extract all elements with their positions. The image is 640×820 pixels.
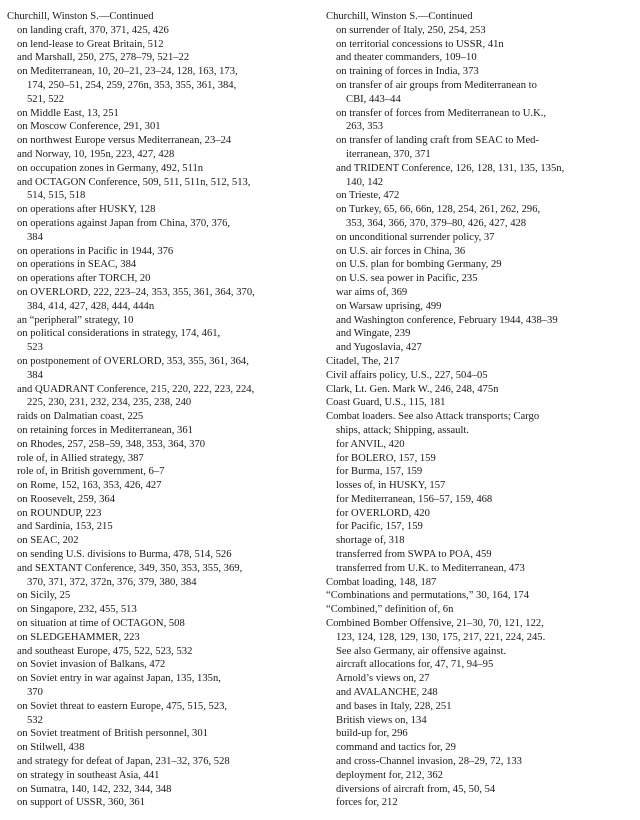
index-entry: 225, 230, 231, 232, 234, 235, 238, 240 — [27, 397, 192, 409]
index-entry: 384 — [27, 369, 43, 381]
index-entry: and SEXTANT Conference, 349, 350, 353, 355, 369, — [17, 562, 243, 574]
index-entry: British views on, 134 — [336, 714, 427, 726]
index-entry: on operations after TORCH, 20 — [17, 273, 151, 285]
index-entry: on political considerations in strategy, 174, 461, — [17, 328, 221, 340]
index-entry: 384 — [27, 231, 43, 243]
index-entry: 521, 522 — [27, 93, 65, 105]
index-entry: “Combinations and permutations,” 30, 164, 174 — [326, 590, 530, 602]
index-entry: on support of USSR, 360, 361 — [17, 797, 146, 809]
index-entry: on Trieste, 472 — [336, 190, 400, 202]
index-entry: 514, 515, 518 — [27, 190, 86, 202]
index-entry: on retaining forces in Mediterranean, 361 — [17, 424, 193, 436]
index-entry: and theater commanders, 109–10 — [336, 52, 477, 64]
index-entry: 370, 371, 372, 372n, 376, 379, 380, 384 — [27, 576, 197, 588]
index-entry: on ROUNDUP, 223 — [17, 507, 102, 519]
index-entry: and TRIDENT Conference, 126, 128, 131, 135, 135n, — [336, 162, 565, 174]
index-entry: on operations after HUSKY, 128 — [17, 204, 156, 216]
index-entry: forces for, 212 — [336, 797, 398, 809]
index-entry: build-up for, 296 — [336, 728, 408, 740]
index-entry: on unconditional surrender policy, 37 — [336, 231, 495, 243]
index-entry: on territorial concessions to USSR, 41n — [336, 38, 504, 50]
index-entry: 370 — [27, 687, 43, 699]
index-entry: on Singapore, 232, 455, 513 — [17, 604, 137, 616]
index-entry: 263, 353 — [346, 121, 384, 133]
index-entry: and southeast Europe, 475, 522, 523, 532 — [17, 645, 193, 657]
index-entry: losses of, in HUSKY, 157 — [336, 480, 446, 492]
index-entry: for BOLERO, 157, 159 — [336, 452, 436, 464]
index-entry: 353, 364, 366, 370, 379–80, 426, 427, 428 — [346, 217, 527, 229]
index-entry: for Mediterranean, 156–57, 159, 468 — [336, 493, 493, 505]
index-entry: war aims of, 369 — [336, 286, 408, 298]
index-entry: transferred from U.K. to Mediterranean, 473 — [336, 562, 525, 574]
index-entry: on transfer of air groups from Mediterranean to — [336, 79, 537, 91]
index-entry: Coast Guard, U.S., 115, 181 — [326, 397, 446, 409]
index-entry: shortage of, 318 — [336, 535, 405, 547]
index-entry: for ANVIL, 420 — [336, 438, 405, 450]
index-entry: 174, 250–51, 254, 259, 276n, 353, 355, 361, 384, — [27, 79, 237, 91]
index-entry: Clark, Lt. Gen. Mark W., 246, 248, 475n — [326, 383, 499, 395]
index-entry: on operations against Japan from China, 370, 376, — [17, 217, 231, 229]
index-entry: on surrender of Italy, 250, 254, 253 — [336, 24, 486, 36]
index-entry: ships, attack; Shipping, assault. — [336, 424, 470, 436]
index-entry: See also Germany, air offensive against. — [336, 645, 507, 657]
index-entry: on Middle East, 13, 251 — [17, 107, 119, 119]
index-entry: for Burma, 157, 159 — [336, 466, 423, 478]
index-entry: Civil affairs policy, U.S., 227, 504–05 — [326, 369, 488, 381]
index-entry: on sending U.S. divisions to Burma, 478, 514, 526 — [17, 549, 232, 561]
index-entry: on Sicily, 25 — [17, 590, 71, 602]
index-entry: “Combined,” definition of, 6n — [326, 604, 454, 616]
index-entry: on Turkey, 65, 66, 66n, 128, 254, 261, 262, 296, — [336, 204, 541, 216]
index-entry: 532 — [27, 714, 43, 726]
index-heading: Churchill, Winston S.—Continued — [7, 11, 154, 22]
index-entry: on training of forces in India, 373 — [336, 66, 479, 78]
index-entry: and Yugoslavia, 427 — [336, 342, 422, 354]
index-entry: Combined Bomber Offensive, 21–30, 70, 121, 122, — [326, 618, 544, 630]
index-entry: on Soviet threat to eastern Europe, 475, 515, 523, — [17, 700, 228, 712]
index-entry: and Wingate, 239 — [336, 328, 411, 340]
index-entry: aircraft allocations for, 47, 71, 94–95 — [336, 659, 494, 671]
index-entry: on SLEDGEHAMMER, 223 — [17, 631, 140, 643]
index-entry: on Rhodes, 257, 258–59, 348, 353, 364, 370 — [17, 438, 206, 450]
index-entry: role of, in Allied strategy, 387 — [17, 452, 144, 464]
index-entry: Arnold’s views on, 27 — [336, 673, 430, 685]
index-column-left — [7, 10, 315, 810]
index-entry: and Marshall, 250, 275, 278–79, 521–22 — [17, 52, 190, 64]
index-entry: for Pacific, 157, 159 — [336, 521, 423, 533]
index-entry: and Norway, 10, 195n, 223, 427, 428 — [17, 148, 175, 160]
index-entry: on Soviet treatment of British personnel, 301 — [17, 728, 208, 740]
index-lines — [326, 24, 634, 810]
index-entry: on Moscow Conference, 291, 301 — [17, 121, 161, 133]
index-entry: on U.S. plan for bombing Germany, 29 — [336, 259, 502, 271]
index-entry: transferred from SWPA to POA, 459 — [336, 549, 492, 561]
index-entry: on SEAC, 202 — [17, 535, 79, 547]
index-entry: on Soviet entry in war against Japan, 135, 135n, — [17, 673, 221, 685]
index-entry: on OVERLORD, 222, 223–24, 353, 355, 361, 364, 370, — [17, 286, 255, 298]
index-entry: CBI, 443–44 — [346, 93, 401, 105]
index-lines — [7, 24, 315, 810]
index-entry: Combat loaders. See also Attack transports; Cargo — [326, 411, 540, 423]
index-entry: on U.S. air forces in China, 36 — [336, 245, 466, 257]
index-entry: 523 — [27, 342, 43, 354]
index-entry: and strategy for defeat of Japan, 231–32, 376, 528 — [17, 756, 230, 768]
index-entry: role of, in British government, 6–7 — [17, 466, 165, 478]
index-entry: on transfer of forces from Mediterranean to U.K., — [336, 107, 547, 119]
index-entry: on situation at time of OCTAGON, 508 — [17, 618, 185, 630]
index-entry: on postponement of OVERLORD, 353, 355, 361, 364, — [17, 355, 249, 367]
index-entry: 140, 142 — [346, 176, 384, 188]
index-entry: for OVERLORD, 420 — [336, 507, 430, 519]
index-entry: Combat loading, 148, 187 — [326, 576, 437, 588]
index-entry: on occupation zones in Germany, 492, 511n — [17, 162, 204, 174]
index-entry: on lend-lease to Great Britain, 512 — [17, 38, 164, 50]
index-entry: on Rome, 152, 163, 353, 426, 427 — [17, 480, 162, 492]
index-entry: diversions of aircraft from, 45, 50, 54 — [336, 783, 496, 795]
index-entry: and QUADRANT Conference, 215, 220, 222, 223, 224, — [17, 383, 255, 395]
index-entry: an “peripheral” strategy, 10 — [17, 314, 134, 326]
index-entry: on transfer of landing craft from SEAC to Med- — [336, 135, 539, 147]
index-entry: on operations in SEAC, 384 — [17, 259, 137, 271]
index-entry: and AVALANCHE, 248 — [336, 687, 438, 699]
index-heading: Churchill, Winston S.—Continued — [326, 11, 473, 22]
index-entry: on Soviet invasion of Balkans, 472 — [17, 659, 166, 671]
index-entry: on Warsaw uprising, 499 — [336, 300, 442, 312]
index-entry: deployment for, 212, 362 — [336, 769, 443, 781]
index-entry: on Mediterranean, 10, 20–21, 23–24, 128, 163, 173, — [17, 66, 238, 78]
index-entry: on strategy in southeast Asia, 441 — [17, 769, 160, 781]
index-entry: and cross-Channel invasion, 28–29, 72, 133 — [336, 756, 522, 768]
index-entry: and Washington conference, February 1944, 438–39 — [336, 314, 558, 326]
index-entry: 123, 124, 128, 129, 130, 175, 217, 221, 224, 245. — [336, 631, 546, 643]
index-entry: on Stilwell, 438 — [17, 742, 85, 754]
index-entry: and Sardinia, 153, 215 — [17, 521, 113, 533]
index-entry: 384, 414, 427, 428, 444, 444n — [27, 300, 155, 312]
index-entry: command and tactics for, 29 — [336, 742, 456, 754]
index-entry: on northwest Europe versus Mediterranean, 23–24 — [17, 135, 232, 147]
index-entry: on U.S. sea power in Pacific, 235 — [336, 273, 478, 285]
index-entry: and bases in Italy, 228, 251 — [336, 700, 452, 712]
index-entry: on Sumatra, 140, 142, 232, 344, 348 — [17, 783, 172, 795]
index-column-right — [326, 10, 634, 810]
index-entry: on operations in Pacific in 1944, 376 — [17, 245, 174, 257]
index-entry: on landing craft, 370, 371, 425, 426 — [17, 24, 169, 36]
index-entry: and OCTAGON Conference, 509, 511, 511n, 512, 513, — [17, 176, 251, 188]
index-entry: Citadel, The, 217 — [326, 355, 400, 367]
index-entry: iterranean, 370, 371 — [346, 148, 431, 160]
index-entry: on Roosevelt, 259, 364 — [17, 493, 115, 505]
index-entry: raids on Dalmatian coast, 225 — [17, 411, 144, 423]
